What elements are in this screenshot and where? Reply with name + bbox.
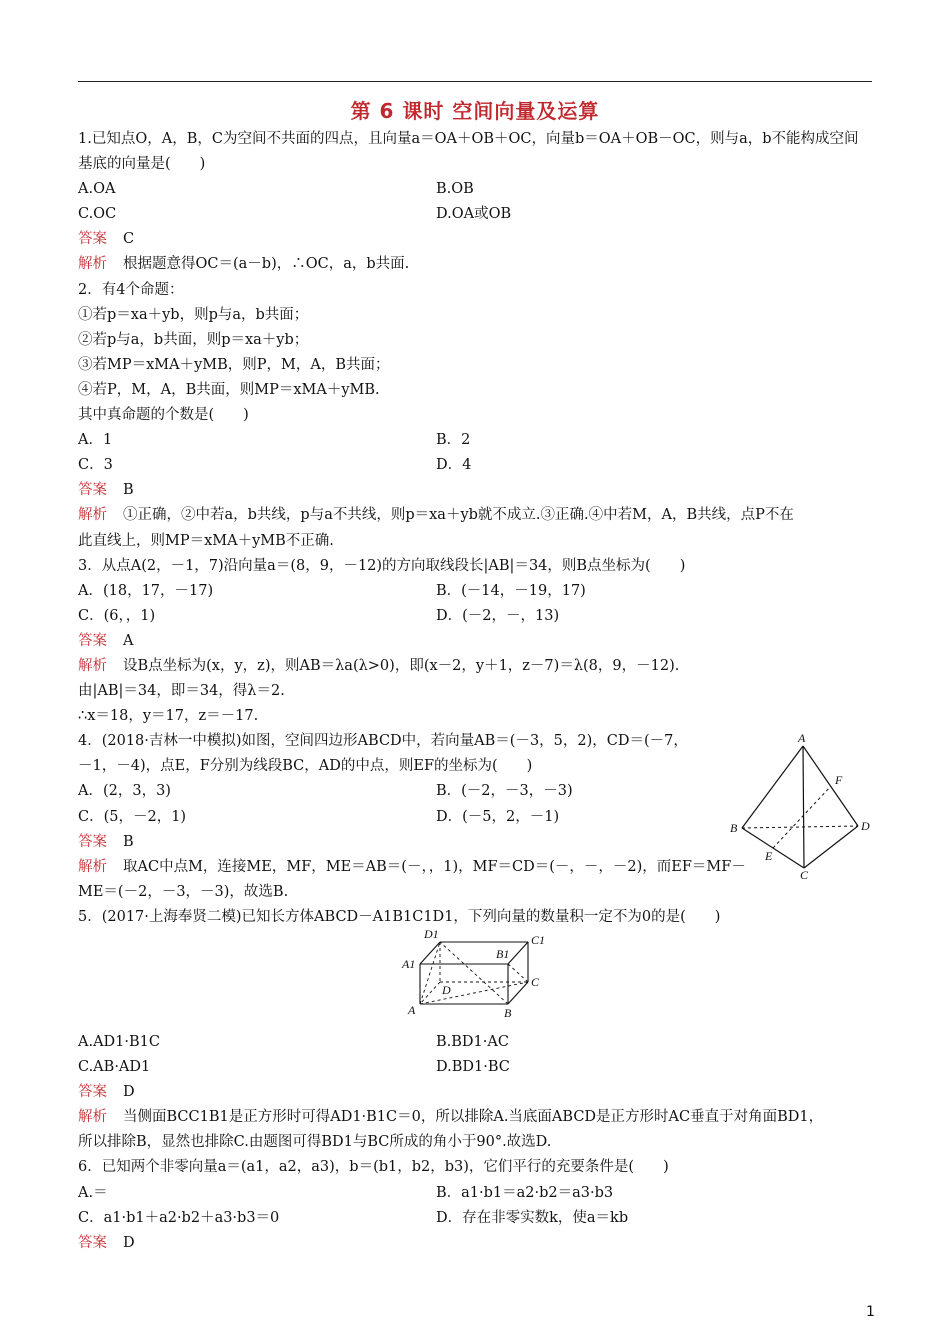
answer-label: 答案 — [78, 482, 107, 499]
diagonal-ac — [420, 982, 528, 1004]
edge — [420, 942, 440, 964]
option: B．a1·b1＝a2·b2＝a3·b3 — [436, 1184, 614, 1201]
text-line: 所以排除B，显然也排除C.由题图可得BD1与BC所成的角小于90°.故选D. — [78, 1134, 552, 1151]
option: C．a1·b1＋a2·b2＋a3·b3＝0 — [78, 1209, 280, 1226]
text-line: 2．有4个命题： — [78, 281, 184, 298]
option-row — [78, 177, 878, 202]
option: D．存在非零实数k，使a＝kb — [436, 1209, 629, 1226]
analysis-label: 解析 — [78, 256, 107, 273]
text-line: 由|AB|＝34，即＝34，得λ＝2. — [78, 683, 285, 700]
option: D．(－5，2，－1) — [436, 808, 560, 825]
option: A.OA — [78, 181, 116, 198]
option-row — [78, 453, 878, 478]
label-a1: A1 — [402, 957, 416, 971]
option: A.＝ — [78, 1184, 108, 1201]
text-line: ③若MP＝xMA＋yMB，则P，M，A，B共面； — [78, 356, 390, 373]
segment-ef — [773, 786, 831, 848]
label-c1: C1 — [531, 933, 546, 947]
analysis-line — [78, 252, 878, 277]
option-row — [78, 579, 878, 604]
text-line: 此直线上，则MP＝xMA＋yMB不正确. — [78, 532, 334, 549]
answer-label: 答案 — [78, 833, 107, 850]
label-f: F — [835, 773, 843, 787]
text-line: ∴x＝18，y＝17，z＝－17. — [78, 708, 259, 725]
option-row — [78, 202, 878, 227]
answer-label: 答案 — [78, 1234, 107, 1251]
label-b: B — [730, 821, 738, 835]
option: D.BD1·BC — [436, 1059, 510, 1076]
answer-line — [78, 478, 878, 503]
option-row — [78, 428, 878, 453]
label-a: A — [798, 732, 806, 745]
answer-text: D — [123, 1234, 135, 1251]
answer-line — [78, 1231, 878, 1256]
analysis-text: 当侧面BCC1B1是正方形时可得AD1·B1C＝0，所以排除A.当底面ABCD是正方形时AC垂直于对角面BD1， — [123, 1109, 824, 1126]
answer-line — [78, 1080, 878, 1105]
answer-label: 答案 — [78, 632, 107, 649]
answer-label: 答案 — [78, 231, 107, 248]
option-row — [78, 604, 878, 629]
text-line: ①若p＝xa＋yb，则p与a，b共面； — [78, 306, 309, 323]
label-d: D — [442, 983, 451, 997]
answer-text: B — [123, 833, 134, 850]
option: B．(－2，－3，－3) — [436, 783, 573, 800]
document-body — [78, 127, 878, 1256]
answer-text: D — [123, 1084, 135, 1101]
analysis-label: 解析 — [78, 507, 107, 524]
option: B.BD1·AC — [436, 1034, 509, 1050]
text-line: 其中真命题的个数是( ) — [78, 407, 249, 424]
edge-ab — [742, 746, 803, 828]
diagonal-b1c — [508, 964, 528, 982]
text-line: 4．(2018·吉林一中模拟)如图，空间四边形ABCD中，若向量AB＝(－3，5，2)，CD＝(－7， — [78, 733, 688, 750]
text-line: 6．已知两个非零向量a＝(a1，a2，a3)，b＝(b1，b2，b3)，它们平行的充要条件是( ) — [78, 1159, 669, 1176]
analysis-text: 取AC中点M，连接ME，MF，ME＝AB＝(－，，1)，MF＝CD＝(－，－，－2)，而EF＝MF－ — [123, 858, 746, 875]
edge-bd-hidden — [742, 826, 858, 828]
option: D.OA或OB — [436, 206, 512, 223]
option: C．(5，－2，1) — [78, 808, 187, 825]
answer-line — [78, 227, 878, 252]
text-line: 5．(2017·上海奉贤二模)已知长方体ABCD－A1B1C1D1，下列向量的数量积一定不为0的是( ) — [78, 908, 721, 925]
answer-label: 答案 — [78, 1084, 107, 1101]
page-number: 1 — [866, 1304, 875, 1320]
analysis-text: 设B点坐标为(x，y，z)，则AB＝λa(λ>0)，即(x－2，y＋1，z－7)＝λ(8，9，－12). — [123, 657, 680, 674]
label-a: A — [408, 1003, 416, 1017]
text-line: 基底的向量是( ) — [78, 156, 206, 173]
edge — [508, 942, 528, 964]
text-line: －1，－4)，点E，F分别为线段BC，AD的中点，则EF的坐标为( ) — [78, 758, 533, 775]
option: C．3 — [78, 457, 113, 474]
header-rule — [78, 81, 872, 82]
edge-cd — [804, 826, 858, 868]
label-d: D — [861, 819, 870, 833]
option: C.OC — [78, 206, 117, 223]
option: A．(18，17，－17) — [78, 582, 214, 599]
answer-text: C — [123, 231, 135, 248]
label-b: B — [504, 1006, 512, 1020]
label-c: C — [800, 868, 809, 880]
text-line: 1.已知点O，A，B，C为空间不共面的四点，且向量a＝OA＋OB＋OC，向量b＝OA＋OB－OC，则与a，b不能构成空间 — [78, 131, 859, 147]
edge-ac — [803, 746, 804, 868]
cuboid-figure — [400, 928, 550, 1020]
text-line: ②若p与a，b共面，则p＝xa＋yb； — [78, 331, 309, 348]
option: C．(6，，1) — [78, 607, 156, 624]
text-line: ME＝(－2，－3，－3)，故选B. — [78, 883, 289, 900]
analysis-label: 解析 — [78, 858, 107, 875]
tetrahedron-figure — [728, 732, 878, 880]
option: A．(2，3，3) — [78, 783, 171, 800]
hidden-edge — [420, 982, 440, 1004]
analysis-label: 解析 — [78, 1109, 107, 1126]
label-e: E — [765, 849, 773, 863]
text-line: 3．从点A(2，－1，7)沿向量a＝(8，9，－12)的方向取线段长|AB|＝34，则B点坐标为( ) — [78, 557, 686, 574]
label-b1: B1 — [496, 947, 510, 961]
analysis-line — [78, 1105, 878, 1130]
option: C.AB·AD1 — [78, 1059, 151, 1076]
option-row — [78, 1055, 878, 1080]
option: D．(－2，－，13) — [436, 607, 560, 624]
analysis-label: 解析 — [78, 657, 107, 674]
option-row — [78, 1206, 878, 1231]
option: B．2 — [436, 432, 471, 449]
label-c: C — [531, 975, 540, 989]
analysis-line — [78, 654, 878, 679]
option: A．1 — [78, 432, 113, 449]
option: A.AD1·B1C — [78, 1034, 160, 1050]
page-title: 第 6 课时 空间向量及运算 — [350, 99, 600, 123]
diagonal-ad1 — [420, 942, 440, 1004]
option: B．(－14，－19，17) — [436, 582, 586, 599]
answer-text: A — [123, 632, 134, 649]
option-row — [78, 1181, 878, 1206]
analysis-text: ①正确，②中若a，b共线，p与a不共线，则p＝xa＋yb就不成立.③正确.④中若M，A，B共线，点P不在 — [123, 507, 794, 524]
answer-line — [78, 629, 878, 654]
answer-text: B — [123, 482, 134, 499]
analysis-line — [78, 503, 878, 528]
option-row — [78, 1030, 878, 1055]
text-line: ④若P，M，A，B共面，则MP＝xMA＋yMB. — [78, 381, 380, 398]
option: B.OB — [436, 181, 474, 198]
analysis-text: 根据题意得OC＝(a－b)，∴OC，a，b共面. — [123, 256, 410, 273]
label-d1: D1 — [424, 928, 439, 941]
option: D．4 — [436, 457, 472, 474]
